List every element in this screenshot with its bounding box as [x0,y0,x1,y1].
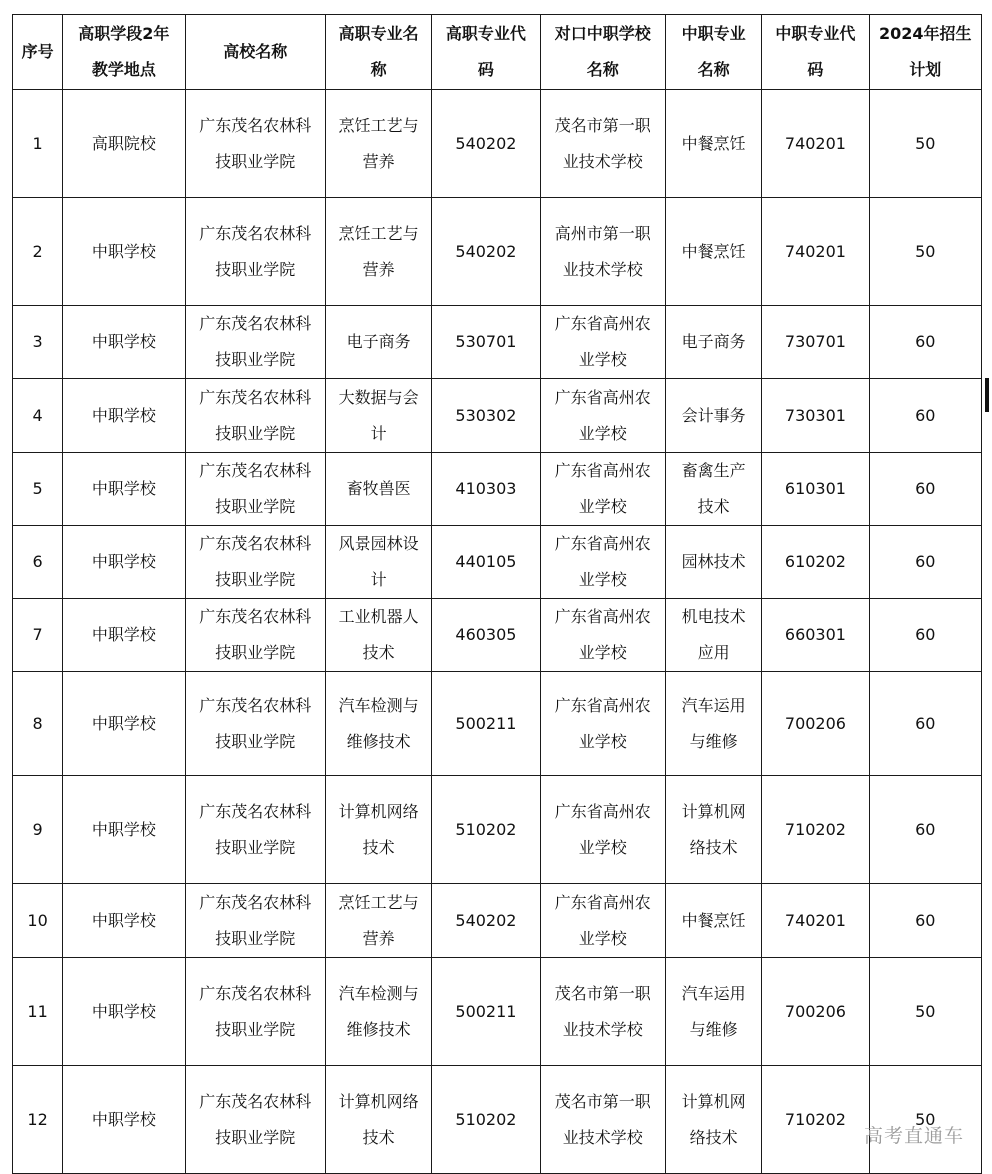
table-row [13,776,982,884]
enrollment-plan-table [12,14,982,1174]
table-row [13,884,982,958]
row-college: 广东茂名农林科技职业学院 [185,884,325,958]
row-secondary-school: 高州市第一职业技术学校 [540,198,665,306]
row-secondary-school: 广东省高州农业学校 [540,306,665,379]
row-plan: 50 [869,1066,981,1174]
row-location: 中职学校 [63,306,185,379]
row-plan: 60 [869,599,981,672]
row-location: 中职学校 [63,1066,185,1174]
row-index: 3 [13,306,63,379]
table-row [13,599,982,672]
row-secondary-major: 中餐烹饪 [665,198,761,306]
row-location: 高职院校 [63,90,185,198]
row-college: 广东茂名农林科技职业学院 [185,453,325,526]
row-secondary-school: 广东省高州农业学校 [540,379,665,453]
table-row [13,306,982,379]
row-index: 6 [13,526,63,599]
header-secondary-major: 中职专业名称 [665,15,761,90]
row-plan: 60 [869,379,981,453]
row-major: 烹饪工艺与营养 [325,884,431,958]
row-secondary-code: 730701 [762,306,869,379]
header-location: 高职学段2年教学地点 [63,15,185,90]
row-major: 烹饪工艺与营养 [325,198,431,306]
row-plan: 60 [869,526,981,599]
row-plan: 60 [869,306,981,379]
row-major: 工业机器人技术 [325,599,431,672]
row-major-code: 460305 [432,599,540,672]
row-major-code: 410303 [432,453,540,526]
row-plan: 50 [869,198,981,306]
row-major-code: 540202 [432,198,540,306]
row-major: 风景园林设计 [325,526,431,599]
table-row [13,958,982,1066]
row-secondary-code: 740201 [762,198,869,306]
row-location: 中职学校 [63,526,185,599]
row-college: 广东茂名农林科技职业学院 [185,958,325,1066]
row-secondary-school: 茂名市第一职业技术学校 [540,90,665,198]
scroll-marker [985,378,989,412]
row-plan: 60 [869,776,981,884]
row-secondary-school: 广东省高州农业学校 [540,672,665,776]
row-major: 汽车检测与维修技术 [325,958,431,1066]
row-major-code: 530701 [432,306,540,379]
row-index: 11 [13,958,63,1066]
row-secondary-school: 茂名市第一职业技术学校 [540,958,665,1066]
row-secondary-code: 660301 [762,599,869,672]
row-secondary-major: 机电技术应用 [665,599,761,672]
row-college: 广东茂名农林科技职业学院 [185,776,325,884]
row-location: 中职学校 [63,379,185,453]
row-secondary-major: 计算机网络技术 [665,1066,761,1174]
row-major: 大数据与会计 [325,379,431,453]
row-college: 广东茂名农林科技职业学院 [185,379,325,453]
row-secondary-major: 汽车运用与维修 [665,672,761,776]
row-major-code: 510202 [432,1066,540,1174]
row-major-code: 530302 [432,379,540,453]
row-college: 广东茂名农林科技职业学院 [185,526,325,599]
row-major: 计算机网络技术 [325,776,431,884]
row-plan: 60 [869,453,981,526]
row-secondary-school: 广东省高州农业学校 [540,526,665,599]
row-secondary-school: 茂名市第一职业技术学校 [540,1066,665,1174]
table-row [13,526,982,599]
row-index: 10 [13,884,63,958]
row-secondary-code: 700206 [762,958,869,1066]
table-row [13,453,982,526]
header-college: 高校名称 [185,15,325,90]
header-index: 序号 [13,15,63,90]
table-row [13,379,982,453]
header-major-code: 高职专业代码 [432,15,540,90]
row-college: 广东茂名农林科技职业学院 [185,599,325,672]
row-secondary-major: 电子商务 [665,306,761,379]
row-secondary-school: 广东省高州农业学校 [540,884,665,958]
row-secondary-code: 730301 [762,379,869,453]
row-college: 广东茂名农林科技职业学院 [185,672,325,776]
row-secondary-code: 700206 [762,672,869,776]
watermark-text: 高考直通车 [863,1125,964,1147]
row-secondary-major: 计算机网络技术 [665,776,761,884]
row-college: 广东茂名农林科技职业学院 [185,306,325,379]
row-secondary-school: 广东省高州农业学校 [540,776,665,884]
row-plan: 50 [869,90,981,198]
table-header-row [13,15,982,90]
row-plan: 60 [869,672,981,776]
row-secondary-code: 710202 [762,1066,869,1174]
row-plan: 50 [869,958,981,1066]
row-index: 1 [13,90,63,198]
row-location: 中职学校 [63,672,185,776]
row-location: 中职学校 [63,958,185,1066]
row-index: 9 [13,776,63,884]
row-secondary-major: 园林技术 [665,526,761,599]
row-secondary-code: 610301 [762,453,869,526]
table-row [13,198,982,306]
row-secondary-code: 740201 [762,884,869,958]
row-secondary-school: 广东省高州农业学校 [540,453,665,526]
row-secondary-code: 740201 [762,90,869,198]
row-major: 烹饪工艺与营养 [325,90,431,198]
row-index: 8 [13,672,63,776]
row-secondary-code: 710202 [762,776,869,884]
row-major: 电子商务 [325,306,431,379]
header-major: 高职专业名称 [325,15,431,90]
table-row [13,90,982,198]
row-location: 中职学校 [63,198,185,306]
row-secondary-major: 中餐烹饪 [665,884,761,958]
row-secondary-major: 中餐烹饪 [665,90,761,198]
row-secondary-major: 汽车运用与维修 [665,958,761,1066]
row-major-code: 500211 [432,672,540,776]
row-major-code: 500211 [432,958,540,1066]
row-major-code: 540202 [432,90,540,198]
row-college: 广东茂名农林科技职业学院 [185,90,325,198]
row-major: 计算机网络技术 [325,1066,431,1174]
row-major-code: 440105 [432,526,540,599]
table-row [13,1066,982,1174]
row-major: 畜牧兽医 [325,453,431,526]
row-location: 中职学校 [63,776,185,884]
row-index: 2 [13,198,63,306]
table-body [13,90,982,1174]
row-secondary-school: 广东省高州农业学校 [540,599,665,672]
header-secondary-code: 中职专业代码 [762,15,869,90]
row-index: 7 [13,599,63,672]
row-location: 中职学校 [63,453,185,526]
header-plan: 2024年招生计划 [869,15,981,90]
row-secondary-major: 畜禽生产技术 [665,453,761,526]
row-index: 4 [13,379,63,453]
row-college: 广东茂名农林科技职业学院 [185,198,325,306]
row-index: 5 [13,453,63,526]
header-secondary-school: 对口中职学校名称 [540,15,665,90]
row-major: 汽车检测与维修技术 [325,672,431,776]
row-location: 中职学校 [63,884,185,958]
row-plan: 60 [869,884,981,958]
row-major-code: 540202 [432,884,540,958]
row-location: 中职学校 [63,599,185,672]
table-row [13,672,982,776]
row-index: 12 [13,1066,63,1174]
row-college: 广东茂名农林科技职业学院 [185,1066,325,1174]
row-secondary-code: 610202 [762,526,869,599]
row-major-code: 510202 [432,776,540,884]
row-secondary-major: 会计事务 [665,379,761,453]
